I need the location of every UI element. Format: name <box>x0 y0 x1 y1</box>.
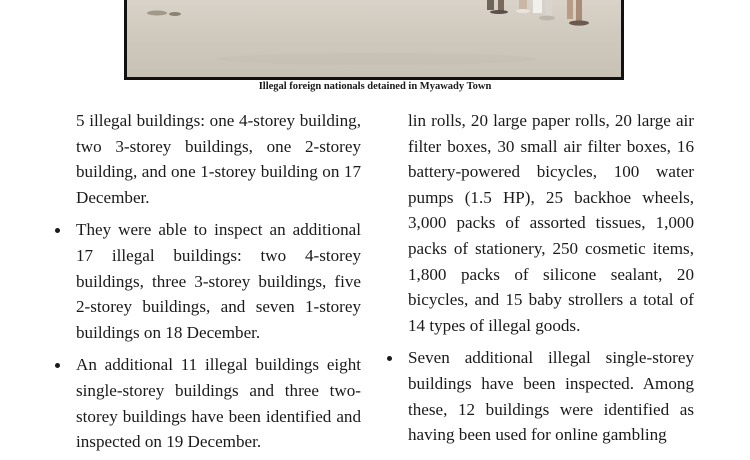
list-item: They were able to inspect an additional 17 illegal buildings: two 4-storey buildings, three 3-storey buildings, five 2-storey buildings, and seven 1-storey buildings on 18 December. <box>76 217 361 345</box>
right-column <box>408 108 694 448</box>
list-item: Seven additional illegal single-storey buildings have been inspected. Among these, 12 buildings were identified as having been used for online gambling <box>408 345 694 447</box>
list-item: An additional 11 illegal buildings eight single-storey buildings and three two-storey buildings have been identified and inspected on 19 December. <box>76 352 361 454</box>
left-column <box>76 108 361 455</box>
continued-paragraph: 5 illegal buildings: one 4-storey building, two 3-storey buildings, one 2-storey building, and one 1-storey building on 17 December. <box>76 111 361 207</box>
crowd-photo-icon <box>127 0 621 77</box>
continued-paragraph: lin rolls, 20 large paper rolls, 20 large air filter boxes, 30 small air filter boxes, 16 battery-powered bicycles, 100 water pumps (1.5 HP), 25 backhoe wheels, 3,000 packs of assorted tissues, 1,000 packs of stationery, 250 cosmetic items, 1,800 packs of silicone sealant, 20 bicycles, and 15 baby strollers a total of 14 types of illegal goods. <box>408 111 694 335</box>
detainees-photo <box>124 0 624 80</box>
photo-caption: Illegal foreign nationals detained in Myawady Town <box>258 81 492 92</box>
